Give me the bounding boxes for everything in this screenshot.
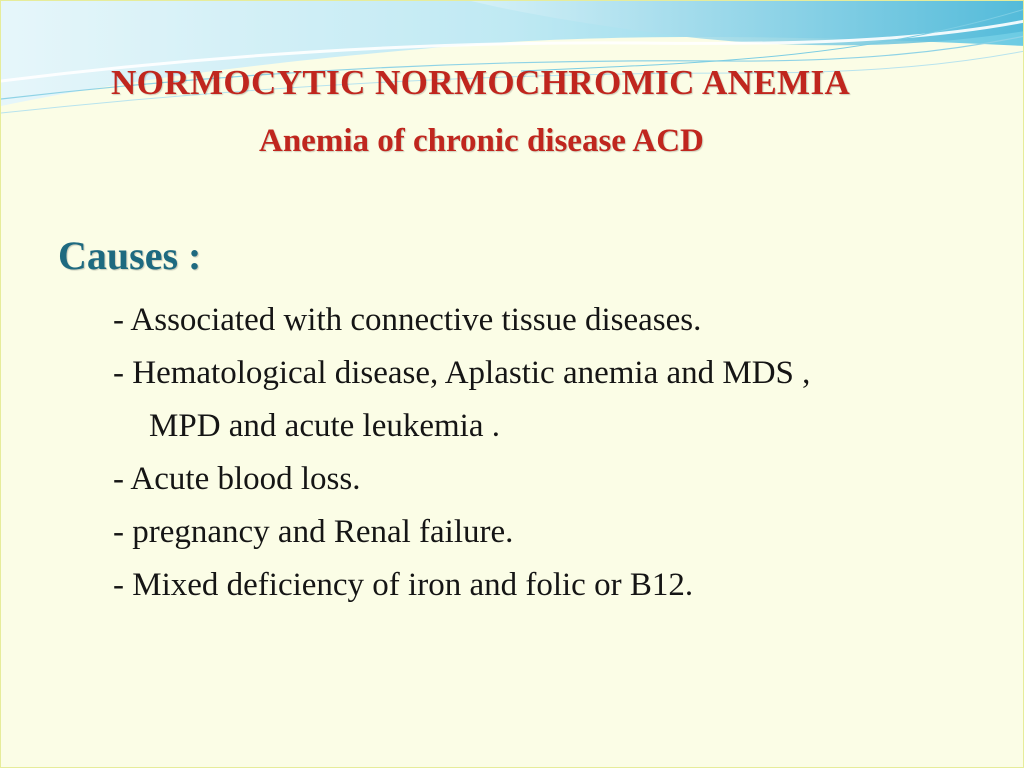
causes-list [113, 294, 993, 612]
causes-heading: Causes : [58, 233, 202, 278]
slide-title: NORMOCYTIC NORMOCHROMIC ANEMIA [111, 63, 851, 102]
cause-item: - pregnancy and Renal failure. [113, 514, 514, 550]
cause-item: - Mixed deficiency of iron and folic or B12. [113, 567, 694, 603]
cause-item: - Acute blood loss. [113, 461, 361, 497]
cause-item: - Associated with connective tissue diseases. [113, 302, 702, 338]
cause-item-continuation: MPD and acute leukemia . [149, 408, 500, 444]
slide-subtitle: Anemia of chronic disease ACD [259, 123, 704, 159]
cause-item: - Hematological disease, Aplastic anemia and MDS , [113, 355, 811, 391]
